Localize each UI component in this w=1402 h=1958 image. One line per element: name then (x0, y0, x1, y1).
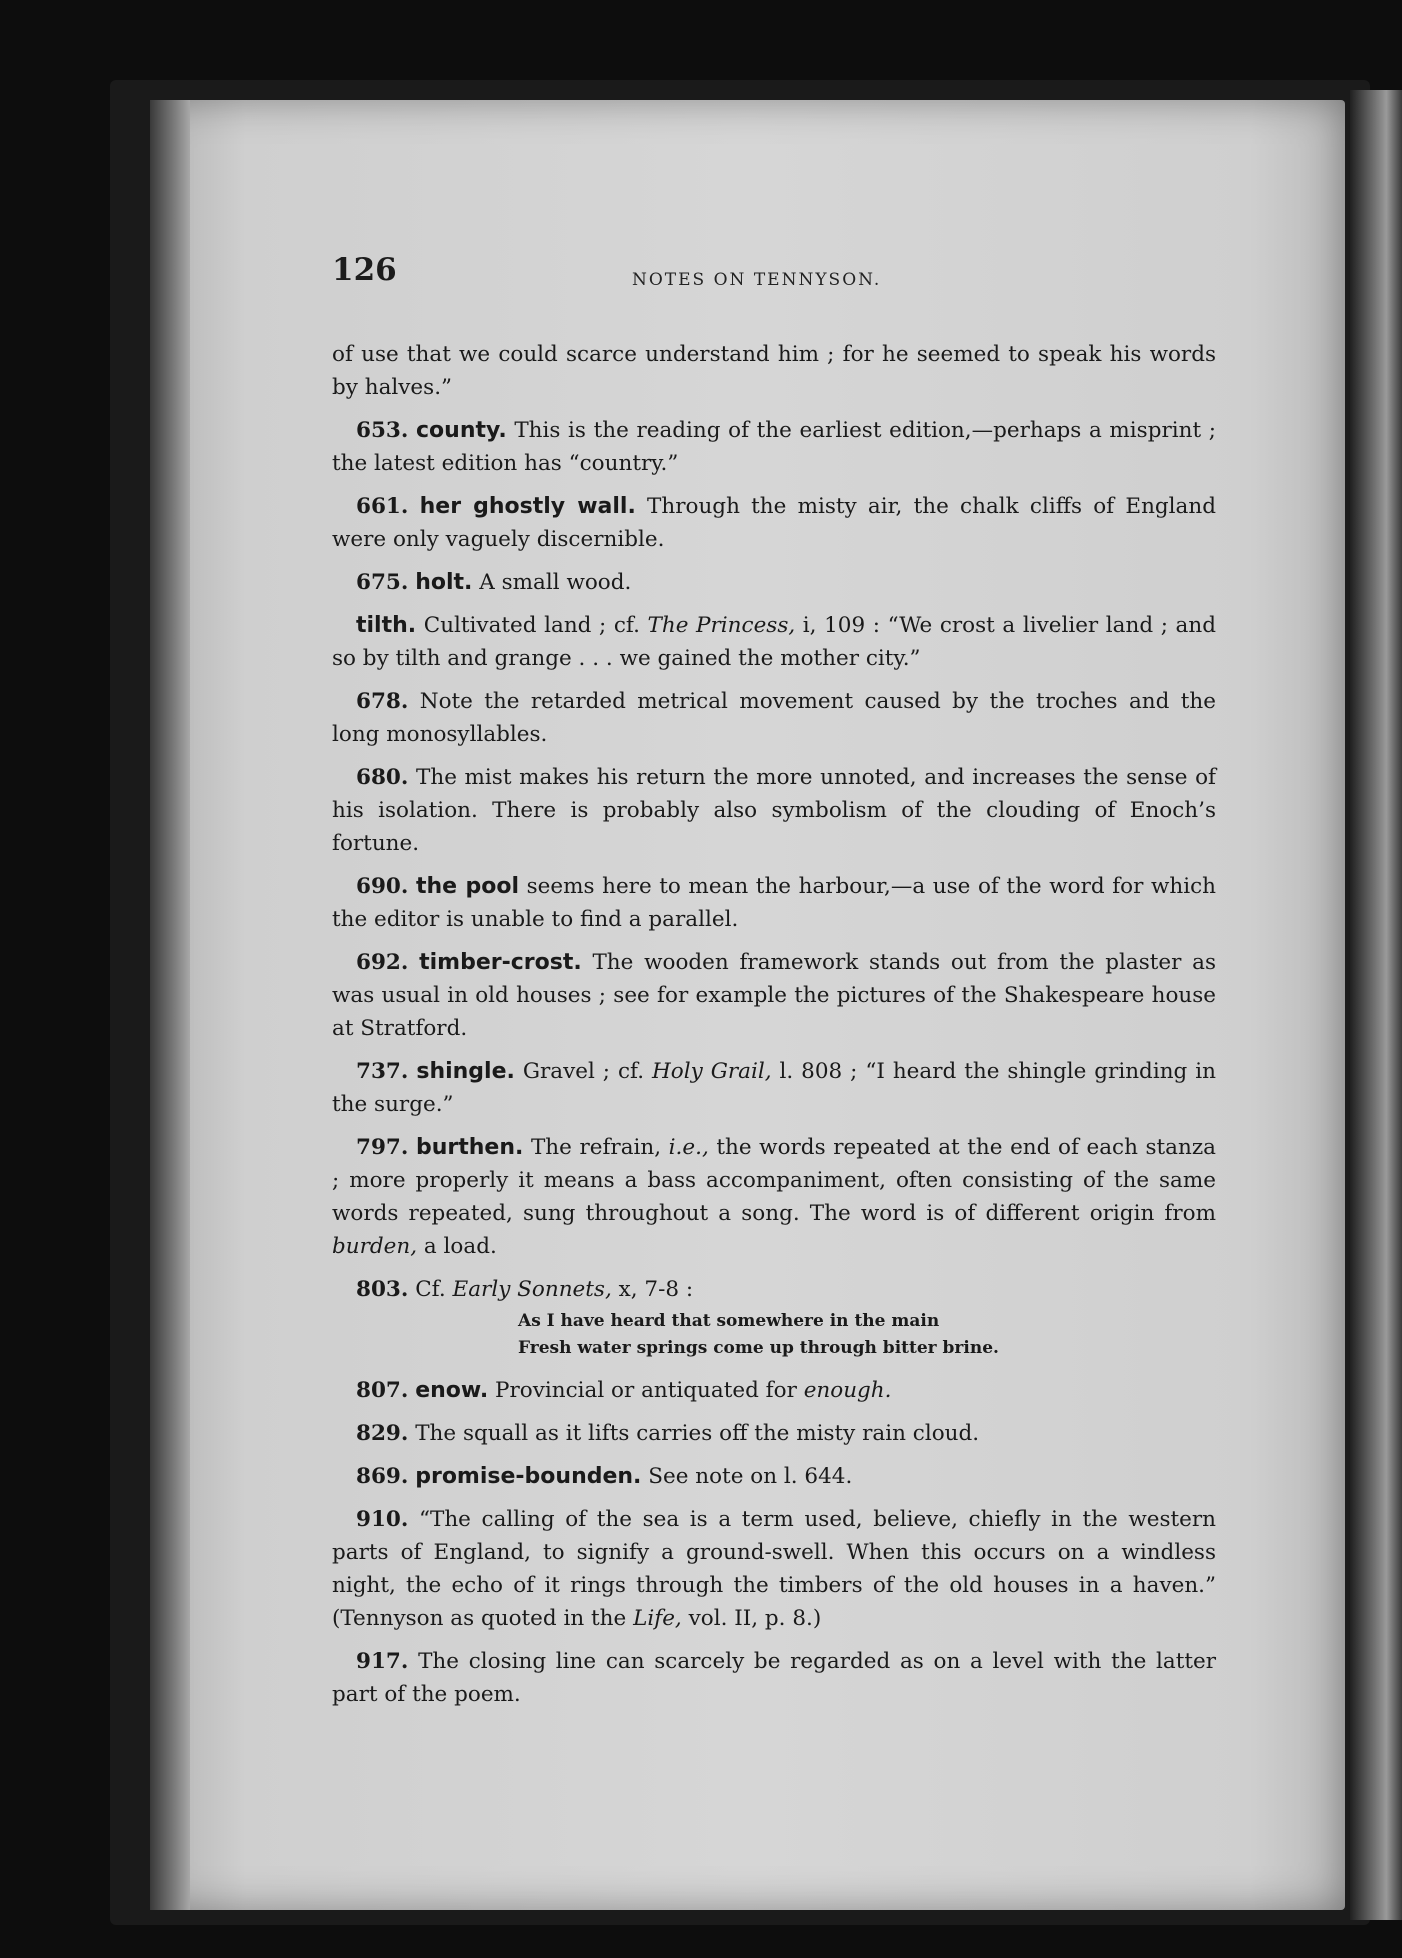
word-enough: enough. (803, 1378, 892, 1403)
verse-line: As I have heard that somewhere in the main (518, 1311, 940, 1331)
line-number: 678. (356, 689, 409, 714)
line-number: 803. (356, 1277, 409, 1302)
lemma: enow. (415, 1378, 489, 1403)
line-number: 653. (356, 418, 409, 443)
note-910: 910. “The calling of the sea is a term used, believe, chiefly in the western parts of England, to signify a ground-swell. When this occurs on a windless night, the echo of it rings through the timbers of the old houses in a haven.” (Tennyson as quoted in the Life, vol. II, p. 8.) (332, 1507, 1216, 1631)
note-692: 692. timber-crost. The wooden framework stands out from the plaster as was usual in old houses ; see for example the pictures of the Shakespeare house at Stratford. (332, 950, 1216, 1041)
line-number: 910. (356, 1507, 409, 1532)
lemma: burthen. (415, 1135, 524, 1160)
running-head: NOTES ON TENNYSON. (632, 270, 882, 290)
lemma: shingle. (416, 1059, 515, 1084)
lemma: timber-crost. (419, 950, 582, 975)
page-header (332, 252, 1216, 302)
work-title: Life, (633, 1606, 682, 1631)
line-number: 797. (356, 1135, 409, 1160)
line-number: 869. (356, 1464, 409, 1489)
note-continuation: of use that we could scarce understand him ; for he seemed to speak his words by halves.” (332, 342, 1216, 400)
note-661: 661. her ghostly wall. Through the misty air, the chalk cliffs of England were only vaguely discernible. (332, 494, 1216, 552)
note-807: 807. enow. Provincial or antiquated for enough. (356, 1378, 892, 1403)
note-653: 653. county. This is the reading of the earliest edition,—perhaps a misprint ; the latest edition has “country.” (332, 418, 1216, 476)
line-number: 680. (356, 765, 409, 790)
page-number: 126 (332, 252, 397, 288)
lemma: her ghostly wall. (419, 494, 636, 519)
note-917: 917. The closing line can scarcely be regarded as on a level with the latter part of the poem. (332, 1649, 1216, 1707)
verse-quotation (518, 1308, 1216, 1362)
line-number: 807. (356, 1378, 409, 1403)
lemma: tilth. (356, 613, 417, 638)
note-803: 803. Cf. Early Sonnets, x, 7-8 : (356, 1277, 694, 1302)
line-number: 692. (356, 950, 409, 975)
note-680: 680. The mist makes his return the more unnoted, and increases the sense of his isolation. There is probably also symbolism of the clouding of Enoch’s fortune. (332, 765, 1216, 856)
verse-line: Fresh water springs come up through bitter brine. (518, 1338, 999, 1358)
notes-body (332, 338, 1216, 1721)
next-page-edge (1350, 90, 1402, 1920)
note-675: 675. holt. A small wood. (356, 570, 632, 595)
note-tilth: tilth. Cultivated land ; cf. The Princess, i, 109 : “We crost a livelier land ; and so by tilth and grange . . . we gained the mother city.” (332, 613, 1216, 671)
lemma: county. (416, 418, 507, 443)
line-number: 661. (356, 494, 409, 519)
note-678: 678. Note the retarded metrical movement caused by the troches and the long monosyllables. (332, 689, 1216, 747)
note-690: 690. the pool seems here to mean the harbour,—a use of the word for which the editor is unable to find a parallel. (332, 874, 1216, 932)
line-number: 737. (356, 1059, 409, 1084)
note-737: 737. shingle. Gravel ; cf. Holy Grail, l. 808 ; “I heard the shingle grinding in the surge.” (332, 1059, 1216, 1117)
note-869: 869. promise-bounden. See note on l. 644. (356, 1464, 853, 1489)
lemma: promise-bounden. (415, 1464, 642, 1489)
line-number: 690. (356, 874, 409, 899)
lemma: holt. (415, 570, 473, 595)
line-number: 829. (356, 1421, 409, 1446)
work-title: Early Sonnets, (452, 1277, 612, 1302)
line-number: 675. (356, 570, 409, 595)
book-binding (150, 100, 190, 1910)
word-burden: burden, (332, 1234, 418, 1259)
abbreviation: i.e., (668, 1135, 709, 1160)
work-title: Holy Grail, (652, 1059, 772, 1084)
line-number: 917. (356, 1649, 409, 1674)
lemma: the pool (415, 874, 520, 899)
work-title: The Princess, (647, 613, 796, 638)
note-797: 797. burthen. The refrain, i.e., the words repeated at the end of each stanza ; more properly it means a bass accompaniment, often consisting of the same words repeated, sung throughout a song. The word is of different origin from burden, a load. (332, 1135, 1216, 1259)
note-829: 829. The squall as it lifts carries off the misty rain cloud. (356, 1421, 980, 1446)
